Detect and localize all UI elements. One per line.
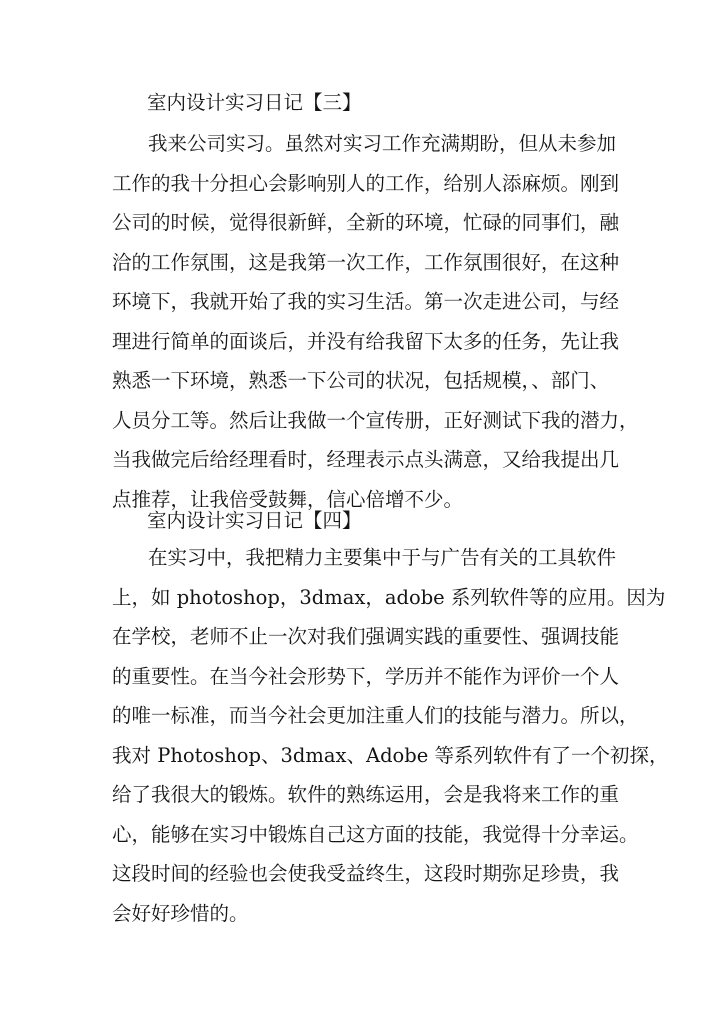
- section-heading: 室内设计实习日记【四】: [147, 509, 362, 532]
- paragraph-line: 在学校，老师不止一次对我们强调实践的重要性、强调技能: [112, 625, 620, 648]
- section-body: [112, 538, 669, 933]
- paragraph-line: 我对 Photoshop、3dmax、Adobe 等系列软件有了一个初探，: [112, 743, 669, 767]
- paragraph-line: 上，如 photoshop，3dmax，adobe 系列软件等的应用。因为: [112, 585, 666, 609]
- paragraph-line: 工作的我十分担心会影响别人的工作，给别人添麻烦。刚到: [112, 171, 620, 195]
- paragraph-line: 给了我很大的锻炼。软件的熟练运用，会是我将来工作的重: [112, 783, 620, 806]
- paragraph-line: 人员分工等。然后让我做一个宣传册，正好测试下我的潜力，: [112, 408, 639, 432]
- paragraph-line: 环境下，我就开始了我的实习生活。第一次走进公司，与经: [112, 290, 620, 313]
- paragraph-line: 当我做完后给经理看时，经理表示点头满意，又给我提出几: [112, 448, 620, 471]
- paragraph-line: 点推荐，让我倍受鼓舞，信心倍增不少。: [112, 487, 464, 511]
- paragraph-line: 公司的时候，觉得很新鲜，全新的环境，忙碌的同事们，融: [112, 211, 620, 234]
- paragraph-line: 在实习中，我把精力主要集中于与广告有关的工具软件: [148, 546, 617, 569]
- paragraph-line: 理进行简单的面谈后，并没有给我留下太多的任务，先让我: [112, 329, 620, 353]
- paragraph-line: 洽的工作氛围，这是我第一次工作，工作氛围很好，在这种: [112, 250, 620, 274]
- paragraph-line: 的重要性。在当今社会形势下，学历并不能作为评价一个人: [112, 664, 620, 688]
- paragraph-line: 这段时间的经验也会使我受益终生，这段时期弥足珍贵，我: [112, 862, 620, 885]
- paragraph-line: 会好好珍惜的。: [112, 901, 249, 925]
- paragraph-line: 我来公司实习。虽然对实习工作充满期盼，但从未参加: [148, 132, 617, 155]
- section-heading: 室内设计实习日记【三】: [147, 91, 362, 114]
- paragraph-line: 熟悉一下环境，熟悉一下公司的状况，包括规模，、部门、: [112, 369, 610, 392]
- paragraph-line: 心，能够在实习中锻炼自己这方面的技能，我觉得十分幸运。: [112, 822, 639, 846]
- section-body: [112, 124, 639, 519]
- paragraph-line: 的唯一标准，而当今社会更加注重人们的技能与潜力。所以，: [112, 704, 639, 727]
